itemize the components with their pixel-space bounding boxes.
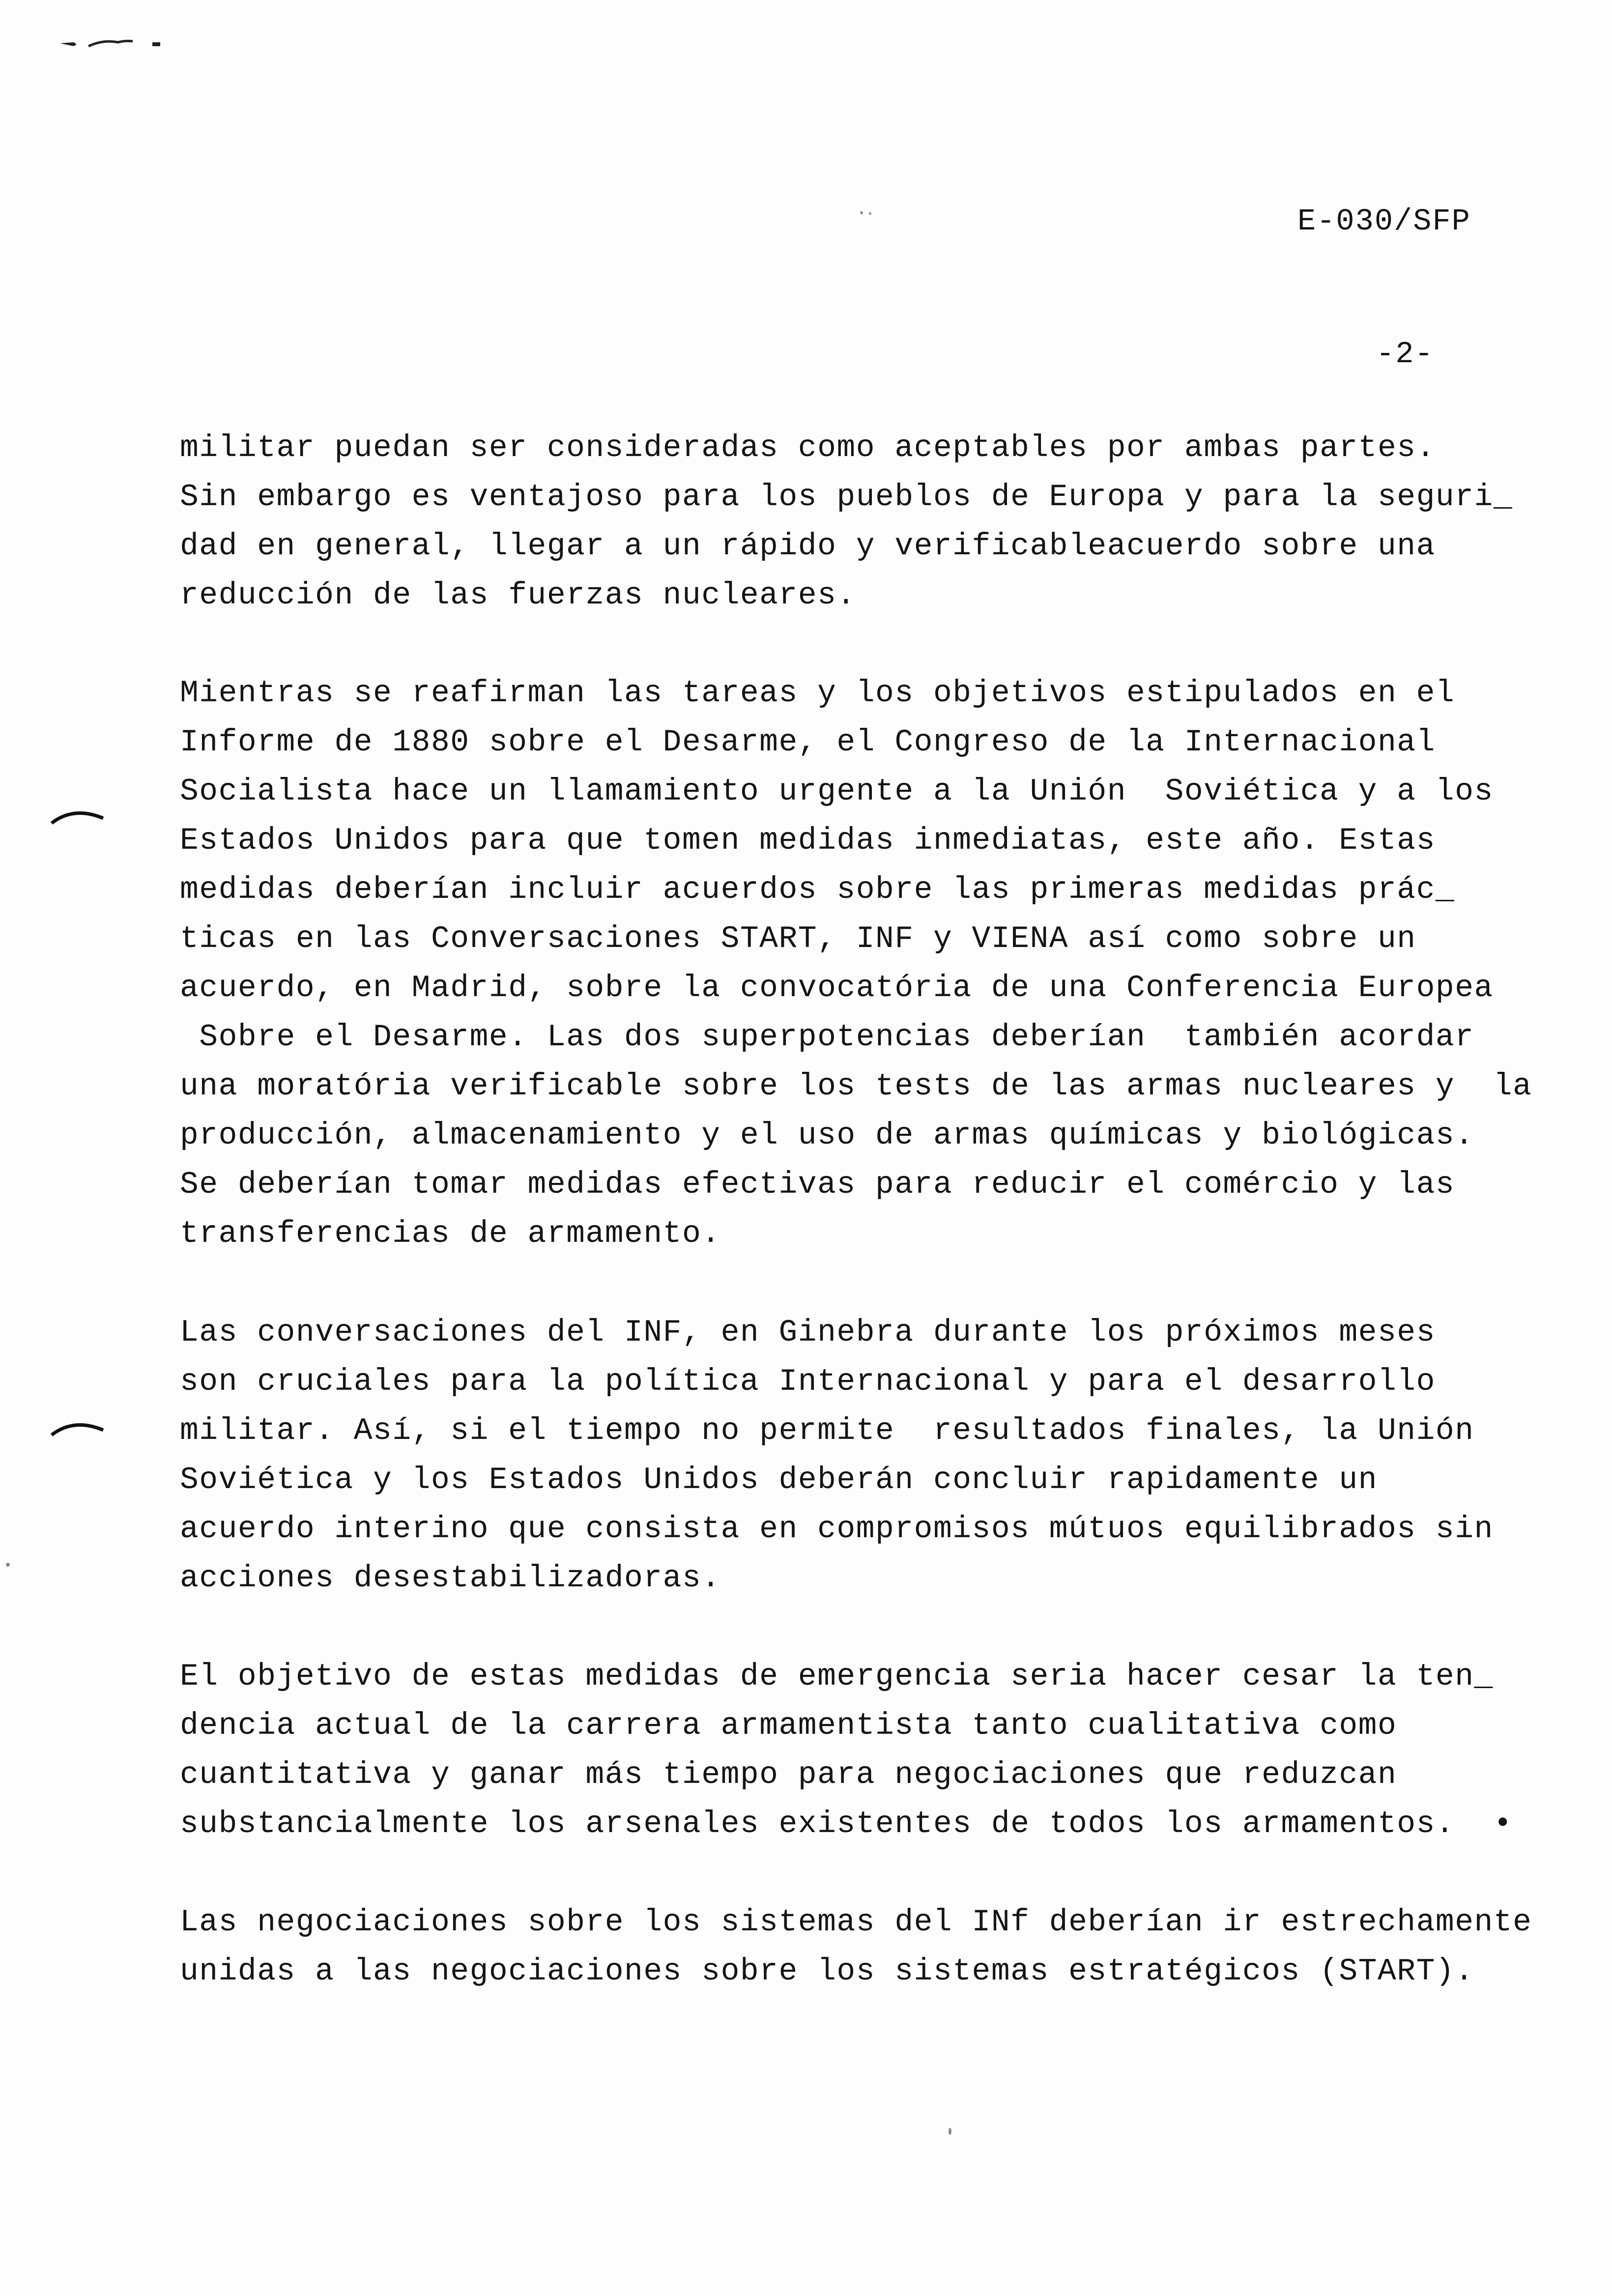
paragraph [180,1308,1494,1603]
text-line: dencia actual de la carrera armamentista tanto cualitativa como [180,1708,1397,1743]
text-line: son cruciales para la política Internacional y para el desarrollo [180,1364,1436,1399]
text-line: Socialista hace un llamamiento urgente a la Unión Soviética y a los [180,774,1494,809]
scan-speck [949,2128,951,2135]
text-line: Las negociaciones sobre los sistemas del INf deberían ir estrechamente [180,1905,1532,1940]
text-line: Mientras se reafirman las tareas y los objetivos estipulados en el [180,676,1455,711]
text-line: Soviética y los Estados Unidos deberán concluir rapidamente un [180,1463,1378,1497]
text-line: Se deberían tomar medidas efectivas para reducir el comércio y las [180,1167,1455,1202]
text-line: unidas a las negociaciones sobre los sistemas estratégicos (START). [180,1954,1474,1989]
text-line: acuerdo interino que consista en compromisos mútuos equilibrados sin [180,1512,1494,1547]
text-line: una moratória verificable sobre los tests de las armas nucleares y la [180,1069,1532,1104]
paragraph [180,1898,1532,1996]
text-line: Estados Unidos para que tomen medidas inmediatas, este año. Estas [180,823,1436,858]
scan-speck [869,212,871,215]
text-line: acuerdo, en Madrid, sobre la convocatória de una Conferencia Europea [180,971,1494,1005]
text-line: militar puedan ser consideradas como aceptables por ambas partes. [180,430,1436,465]
text-line: ticas en las Conversaciones START, INF y VIENA así como sobre un [180,921,1416,956]
text-line: militar. Así, si el tiempo no permite resultados finales, la Unión [180,1413,1474,1448]
text-line: producción, almacenamiento y el uso de armas químicas y biológicas. [180,1118,1474,1153]
page-number: -2- [1376,337,1434,372]
scan-speck [6,1563,10,1567]
scan-corner-mark [59,34,167,54]
paragraph [180,424,1513,620]
text-line: transferencias de armamento. [180,1216,721,1251]
text-line: dad en general, llegar a un rápido y verificableacuerdo sobre una [180,529,1436,564]
text-line: Informe de 1880 sobre el Desarme, el Congreso de la Internacional [180,725,1436,760]
scan-speck [860,211,863,214]
text-line: Las conversaciones del INF, en Ginebra durante los próximos meses [180,1315,1436,1350]
document-reference: E-030/SFP [1297,204,1471,239]
text-line: substancialmente los arsenales existentes de todos los armamentos. • [180,1807,1513,1841]
margin-arc-mark [49,806,108,826]
text-line: reducción de las fuerzas nucleares. [180,578,856,613]
text-line: El objetivo de estas medidas de emergencia seria hacer cesar la ten_ [180,1659,1494,1694]
margin-arc-mark [49,1418,108,1437]
paragraph [180,1652,1513,1849]
text-line: acciones desestabilizadoras. [180,1561,721,1596]
text-line: Sin embargo es ventajoso para los pueblos de Europa y para la seguri_ [180,480,1513,515]
text-line: medidas deberían incluir acuerdos sobre las primeras medidas prác_ [180,872,1455,907]
paragraph [180,669,1532,1259]
text-line: cuantitativa y ganar más tiempo para negociaciones que reduzcan [180,1757,1397,1792]
text-line: Sobre el Desarme. Las dos superpotencias deberían también acordar [180,1020,1474,1055]
